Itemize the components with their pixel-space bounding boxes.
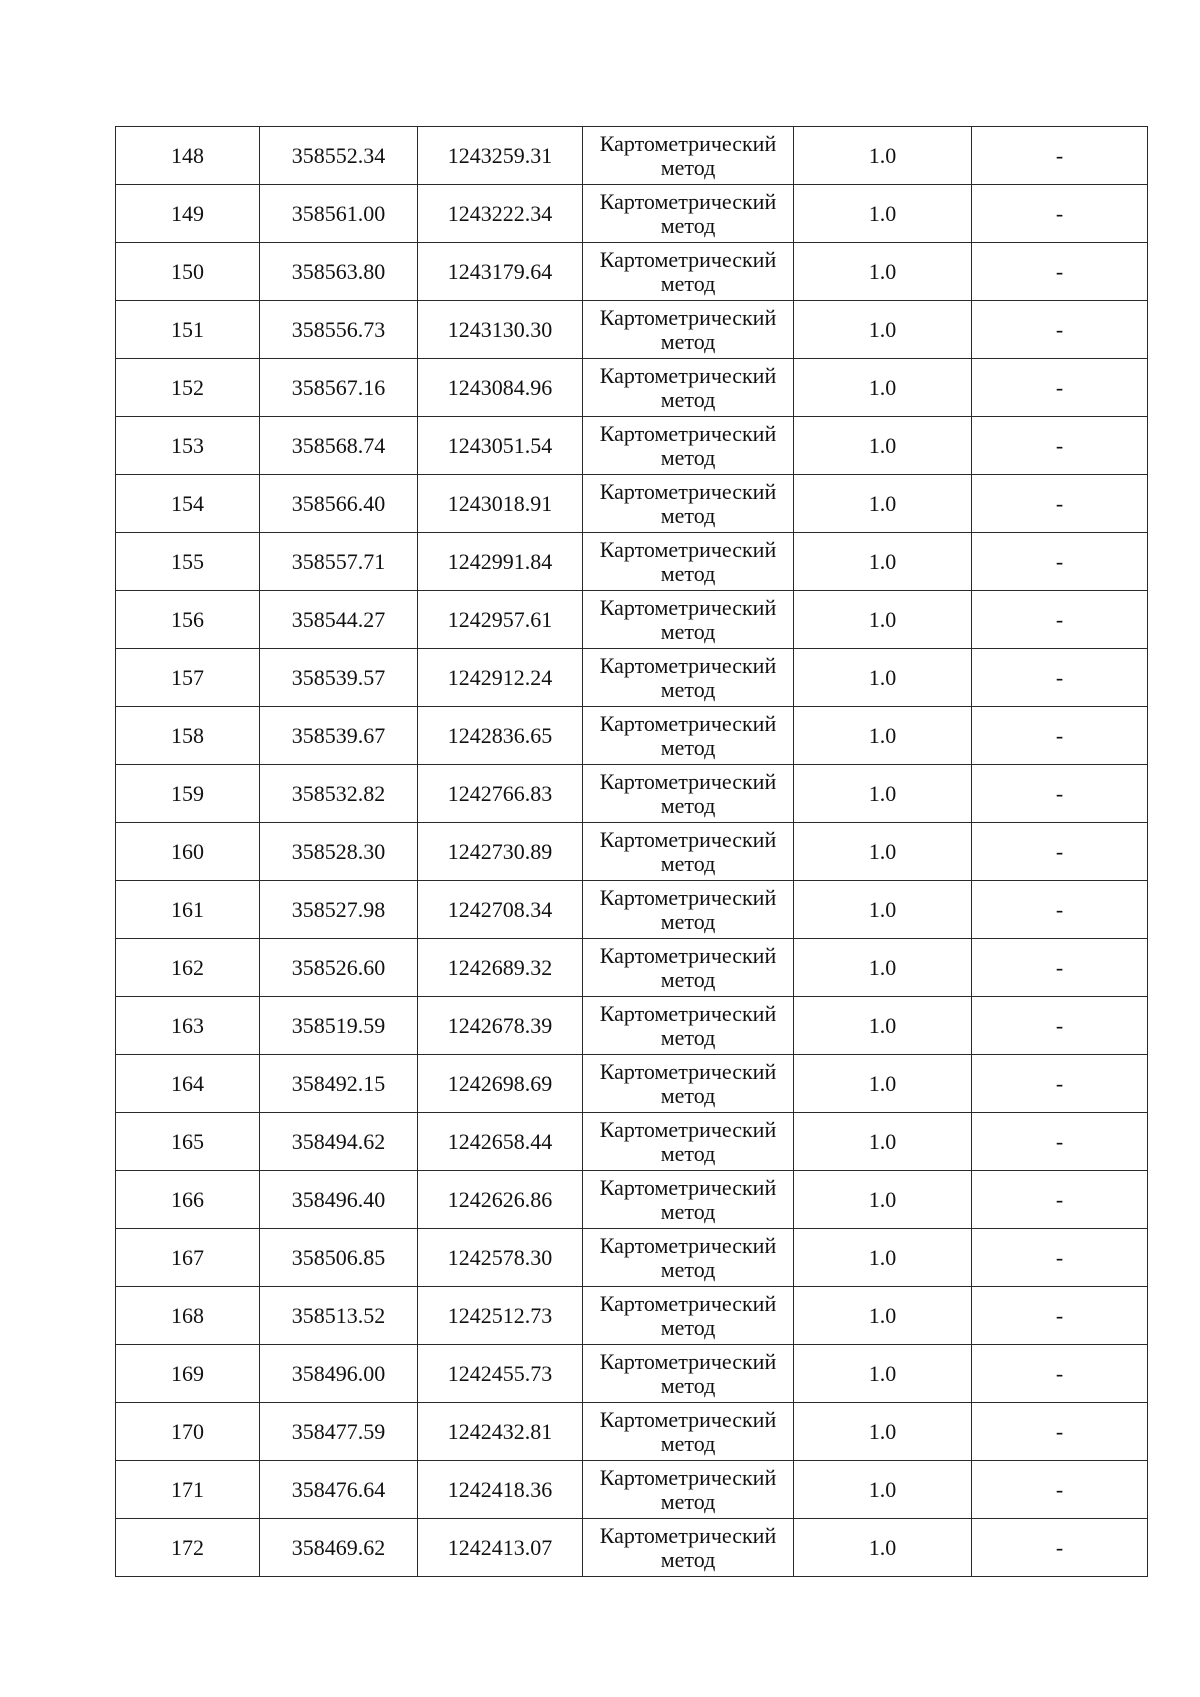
- accuracy-cell: 1.0: [794, 417, 972, 475]
- method-line1: Картометрический: [599, 1348, 777, 1374]
- method-line2: метод: [660, 1198, 716, 1224]
- x-coordinate-cell: 358477.59: [260, 1403, 418, 1461]
- method-line1: Картометрический: [599, 652, 777, 678]
- method-line1: Картометрический: [599, 594, 777, 620]
- x-coordinate-cell: 358556.73: [260, 301, 418, 359]
- accuracy-cell: 1.0: [794, 591, 972, 649]
- method-line2: метод: [660, 212, 716, 238]
- x-coordinate-cell: 358544.27: [260, 591, 418, 649]
- method-line2: метод: [660, 908, 716, 934]
- method-cell: [583, 301, 794, 359]
- point-number-cell: 154: [116, 475, 260, 533]
- table-row: [116, 1519, 1148, 1577]
- point-number-cell: 155: [116, 533, 260, 591]
- x-coordinate-cell: 358496.40: [260, 1171, 418, 1229]
- y-coordinate-cell: 1242432.81: [418, 1403, 583, 1461]
- x-coordinate-cell: 358506.85: [260, 1229, 418, 1287]
- point-number-cell: 151: [116, 301, 260, 359]
- method-line2: метод: [660, 1314, 716, 1340]
- method-cell: [583, 1519, 794, 1577]
- method-line1: Картометрический: [599, 536, 777, 562]
- point-number-cell: 170: [116, 1403, 260, 1461]
- point-number-cell: 157: [116, 649, 260, 707]
- method-line1: Картометрический: [599, 768, 777, 794]
- point-number-cell: 153: [116, 417, 260, 475]
- method-line1: Картометрический: [599, 1464, 777, 1490]
- method-line2: метод: [660, 1546, 716, 1572]
- x-coordinate-cell: 358513.52: [260, 1287, 418, 1345]
- x-coordinate-cell: 358557.71: [260, 533, 418, 591]
- x-coordinate-cell: 358568.74: [260, 417, 418, 475]
- note-cell: -: [972, 185, 1148, 243]
- y-coordinate-cell: 1243051.54: [418, 417, 583, 475]
- point-number-cell: 159: [116, 765, 260, 823]
- table-row: [116, 1113, 1148, 1171]
- method-line1: Картометрический: [599, 884, 777, 910]
- method-line1: Картометрический: [599, 1232, 777, 1258]
- note-cell: -: [972, 1461, 1148, 1519]
- note-cell: -: [972, 1113, 1148, 1171]
- method-line1: Картометрический: [599, 420, 777, 446]
- method-line2: метод: [660, 270, 716, 296]
- accuracy-cell: 1.0: [794, 939, 972, 997]
- accuracy-cell: 1.0: [794, 823, 972, 881]
- x-coordinate-cell: 358519.59: [260, 997, 418, 1055]
- method-cell: [583, 1287, 794, 1345]
- y-coordinate-cell: 1242512.73: [418, 1287, 583, 1345]
- method-line2: метод: [660, 444, 716, 470]
- y-coordinate-cell: 1242689.32: [418, 939, 583, 997]
- note-cell: -: [972, 127, 1148, 185]
- accuracy-cell: 1.0: [794, 301, 972, 359]
- method-line2: метод: [660, 850, 716, 876]
- method-cell: [583, 533, 794, 591]
- note-cell: -: [972, 823, 1148, 881]
- method-line1: Картометрический: [599, 1522, 777, 1548]
- note-cell: -: [972, 1229, 1148, 1287]
- table-row: [116, 591, 1148, 649]
- method-line1: Картометрический: [599, 304, 777, 330]
- y-coordinate-cell: 1243130.30: [418, 301, 583, 359]
- note-cell: -: [972, 939, 1148, 997]
- y-coordinate-cell: 1242730.89: [418, 823, 583, 881]
- point-number-cell: 165: [116, 1113, 260, 1171]
- table-row: [116, 417, 1148, 475]
- note-cell: -: [972, 707, 1148, 765]
- x-coordinate-cell: 358563.80: [260, 243, 418, 301]
- accuracy-cell: 1.0: [794, 475, 972, 533]
- y-coordinate-cell: 1242836.65: [418, 707, 583, 765]
- y-coordinate-cell: 1243179.64: [418, 243, 583, 301]
- note-cell: -: [972, 417, 1148, 475]
- method-line1: Картометрический: [599, 826, 777, 852]
- y-coordinate-cell: 1242991.84: [418, 533, 583, 591]
- method-cell: [583, 1113, 794, 1171]
- x-coordinate-cell: 358492.15: [260, 1055, 418, 1113]
- note-cell: -: [972, 359, 1148, 417]
- method-cell: [583, 127, 794, 185]
- method-line2: метод: [660, 676, 716, 702]
- y-coordinate-cell: 1242678.39: [418, 997, 583, 1055]
- method-line2: метод: [660, 1024, 716, 1050]
- note-cell: -: [972, 533, 1148, 591]
- accuracy-cell: 1.0: [794, 1171, 972, 1229]
- accuracy-cell: 1.0: [794, 1345, 972, 1403]
- table-row: [116, 1171, 1148, 1229]
- method-line1: Картометрический: [599, 1406, 777, 1432]
- note-cell: -: [972, 243, 1148, 301]
- note-cell: -: [972, 765, 1148, 823]
- note-cell: -: [972, 475, 1148, 533]
- point-number-cell: 156: [116, 591, 260, 649]
- accuracy-cell: 1.0: [794, 1403, 972, 1461]
- x-coordinate-cell: 358539.57: [260, 649, 418, 707]
- method-cell: [583, 1461, 794, 1519]
- method-line1: Картометрический: [599, 942, 777, 968]
- point-number-cell: 163: [116, 997, 260, 1055]
- y-coordinate-cell: 1242698.69: [418, 1055, 583, 1113]
- note-cell: -: [972, 997, 1148, 1055]
- accuracy-cell: 1.0: [794, 359, 972, 417]
- y-coordinate-cell: 1243222.34: [418, 185, 583, 243]
- x-coordinate-cell: 358567.16: [260, 359, 418, 417]
- table-row: [116, 881, 1148, 939]
- x-coordinate-cell: 358552.34: [260, 127, 418, 185]
- accuracy-cell: 1.0: [794, 765, 972, 823]
- method-line2: метод: [660, 1430, 716, 1456]
- method-line2: метод: [660, 560, 716, 586]
- point-number-cell: 166: [116, 1171, 260, 1229]
- coordinates-table-body: [116, 127, 1148, 1577]
- x-coordinate-cell: 358476.64: [260, 1461, 418, 1519]
- table-row: [116, 1287, 1148, 1345]
- method-cell: [583, 417, 794, 475]
- method-line2: метод: [660, 1372, 716, 1398]
- method-cell: [583, 939, 794, 997]
- y-coordinate-cell: 1243259.31: [418, 127, 583, 185]
- note-cell: -: [972, 1171, 1148, 1229]
- point-number-cell: 164: [116, 1055, 260, 1113]
- point-number-cell: 160: [116, 823, 260, 881]
- point-number-cell: 158: [116, 707, 260, 765]
- point-number-cell: 171: [116, 1461, 260, 1519]
- point-number-cell: 149: [116, 185, 260, 243]
- point-number-cell: 148: [116, 127, 260, 185]
- method-cell: [583, 185, 794, 243]
- y-coordinate-cell: 1242766.83: [418, 765, 583, 823]
- method-line1: Картометрический: [599, 1174, 777, 1200]
- accuracy-cell: 1.0: [794, 707, 972, 765]
- table-row: [116, 533, 1148, 591]
- y-coordinate-cell: 1242578.30: [418, 1229, 583, 1287]
- note-cell: -: [972, 649, 1148, 707]
- accuracy-cell: 1.0: [794, 1229, 972, 1287]
- x-coordinate-cell: 358539.67: [260, 707, 418, 765]
- method-line1: Картометрический: [599, 1000, 777, 1026]
- method-cell: [583, 997, 794, 1055]
- table-row: [116, 475, 1148, 533]
- accuracy-cell: 1.0: [794, 1461, 972, 1519]
- method-cell: [583, 1229, 794, 1287]
- method-line1: Картометрический: [599, 710, 777, 736]
- x-coordinate-cell: 358561.00: [260, 185, 418, 243]
- y-coordinate-cell: 1242957.61: [418, 591, 583, 649]
- point-number-cell: 168: [116, 1287, 260, 1345]
- accuracy-cell: 1.0: [794, 1055, 972, 1113]
- table-row: [116, 1345, 1148, 1403]
- table-row: [116, 243, 1148, 301]
- method-line2: метод: [660, 1140, 716, 1166]
- y-coordinate-cell: 1242418.36: [418, 1461, 583, 1519]
- accuracy-cell: 1.0: [794, 533, 972, 591]
- method-line2: метод: [660, 792, 716, 818]
- method-line2: метод: [660, 1256, 716, 1282]
- method-line2: метод: [660, 734, 716, 760]
- note-cell: -: [972, 301, 1148, 359]
- table-row: [116, 823, 1148, 881]
- table-row: [116, 649, 1148, 707]
- method-cell: [583, 707, 794, 765]
- y-coordinate-cell: 1242455.73: [418, 1345, 583, 1403]
- y-coordinate-cell: 1243084.96: [418, 359, 583, 417]
- table-row: [116, 939, 1148, 997]
- y-coordinate-cell: 1242708.34: [418, 881, 583, 939]
- note-cell: -: [972, 1403, 1148, 1461]
- y-coordinate-cell: 1243018.91: [418, 475, 583, 533]
- method-line2: метод: [660, 386, 716, 412]
- accuracy-cell: 1.0: [794, 243, 972, 301]
- point-number-cell: 152: [116, 359, 260, 417]
- table-row: [116, 359, 1148, 417]
- note-cell: -: [972, 1519, 1148, 1577]
- method-line2: метод: [660, 154, 716, 180]
- method-cell: [583, 765, 794, 823]
- method-line1: Картометрический: [599, 1116, 777, 1142]
- method-cell: [583, 1055, 794, 1113]
- point-number-cell: 162: [116, 939, 260, 997]
- note-cell: -: [972, 1287, 1148, 1345]
- method-line2: метод: [660, 1488, 716, 1514]
- method-line2: метод: [660, 328, 716, 354]
- method-cell: [583, 881, 794, 939]
- x-coordinate-cell: 358527.98: [260, 881, 418, 939]
- table-row: [116, 997, 1148, 1055]
- accuracy-cell: 1.0: [794, 1287, 972, 1345]
- accuracy-cell: 1.0: [794, 1113, 972, 1171]
- method-cell: [583, 649, 794, 707]
- method-line2: метод: [660, 502, 716, 528]
- method-cell: [583, 243, 794, 301]
- x-coordinate-cell: 358526.60: [260, 939, 418, 997]
- method-line1: Картометрический: [599, 130, 777, 156]
- point-number-cell: 169: [116, 1345, 260, 1403]
- table-row: [116, 127, 1148, 185]
- y-coordinate-cell: 1242413.07: [418, 1519, 583, 1577]
- table-row: [116, 1229, 1148, 1287]
- x-coordinate-cell: 358528.30: [260, 823, 418, 881]
- method-line1: Картометрический: [599, 1290, 777, 1316]
- method-cell: [583, 1171, 794, 1229]
- y-coordinate-cell: 1242912.24: [418, 649, 583, 707]
- method-cell: [583, 359, 794, 417]
- method-cell: [583, 475, 794, 533]
- accuracy-cell: 1.0: [794, 997, 972, 1055]
- point-number-cell: 172: [116, 1519, 260, 1577]
- table-row: [116, 301, 1148, 359]
- note-cell: -: [972, 1345, 1148, 1403]
- method-cell: [583, 823, 794, 881]
- accuracy-cell: 1.0: [794, 185, 972, 243]
- point-number-cell: 161: [116, 881, 260, 939]
- note-cell: -: [972, 1055, 1148, 1113]
- x-coordinate-cell: 358496.00: [260, 1345, 418, 1403]
- method-line1: Картометрический: [599, 478, 777, 504]
- method-line2: метод: [660, 1082, 716, 1108]
- method-line2: метод: [660, 966, 716, 992]
- note-cell: -: [972, 881, 1148, 939]
- method-line2: метод: [660, 618, 716, 644]
- accuracy-cell: 1.0: [794, 127, 972, 185]
- table-row: [116, 185, 1148, 243]
- note-cell: -: [972, 591, 1148, 649]
- y-coordinate-cell: 1242658.44: [418, 1113, 583, 1171]
- accuracy-cell: 1.0: [794, 1519, 972, 1577]
- method-cell: [583, 1345, 794, 1403]
- point-number-cell: 167: [116, 1229, 260, 1287]
- table-row: [116, 1403, 1148, 1461]
- method-line1: Картометрический: [599, 362, 777, 388]
- method-line1: Картометрический: [599, 1058, 777, 1084]
- method-line1: Картометрический: [599, 246, 777, 272]
- method-cell: [583, 1403, 794, 1461]
- point-number-cell: 150: [116, 243, 260, 301]
- method-cell: [583, 591, 794, 649]
- method-line1: Картометрический: [599, 188, 777, 214]
- accuracy-cell: 1.0: [794, 649, 972, 707]
- x-coordinate-cell: 358494.62: [260, 1113, 418, 1171]
- table-row: [116, 707, 1148, 765]
- table-row: [116, 1055, 1148, 1113]
- table-row: [116, 1461, 1148, 1519]
- x-coordinate-cell: 358469.62: [260, 1519, 418, 1577]
- table-row: [116, 765, 1148, 823]
- coordinates-table: [115, 126, 1148, 1577]
- x-coordinate-cell: 358566.40: [260, 475, 418, 533]
- y-coordinate-cell: 1242626.86: [418, 1171, 583, 1229]
- accuracy-cell: 1.0: [794, 881, 972, 939]
- x-coordinate-cell: 358532.82: [260, 765, 418, 823]
